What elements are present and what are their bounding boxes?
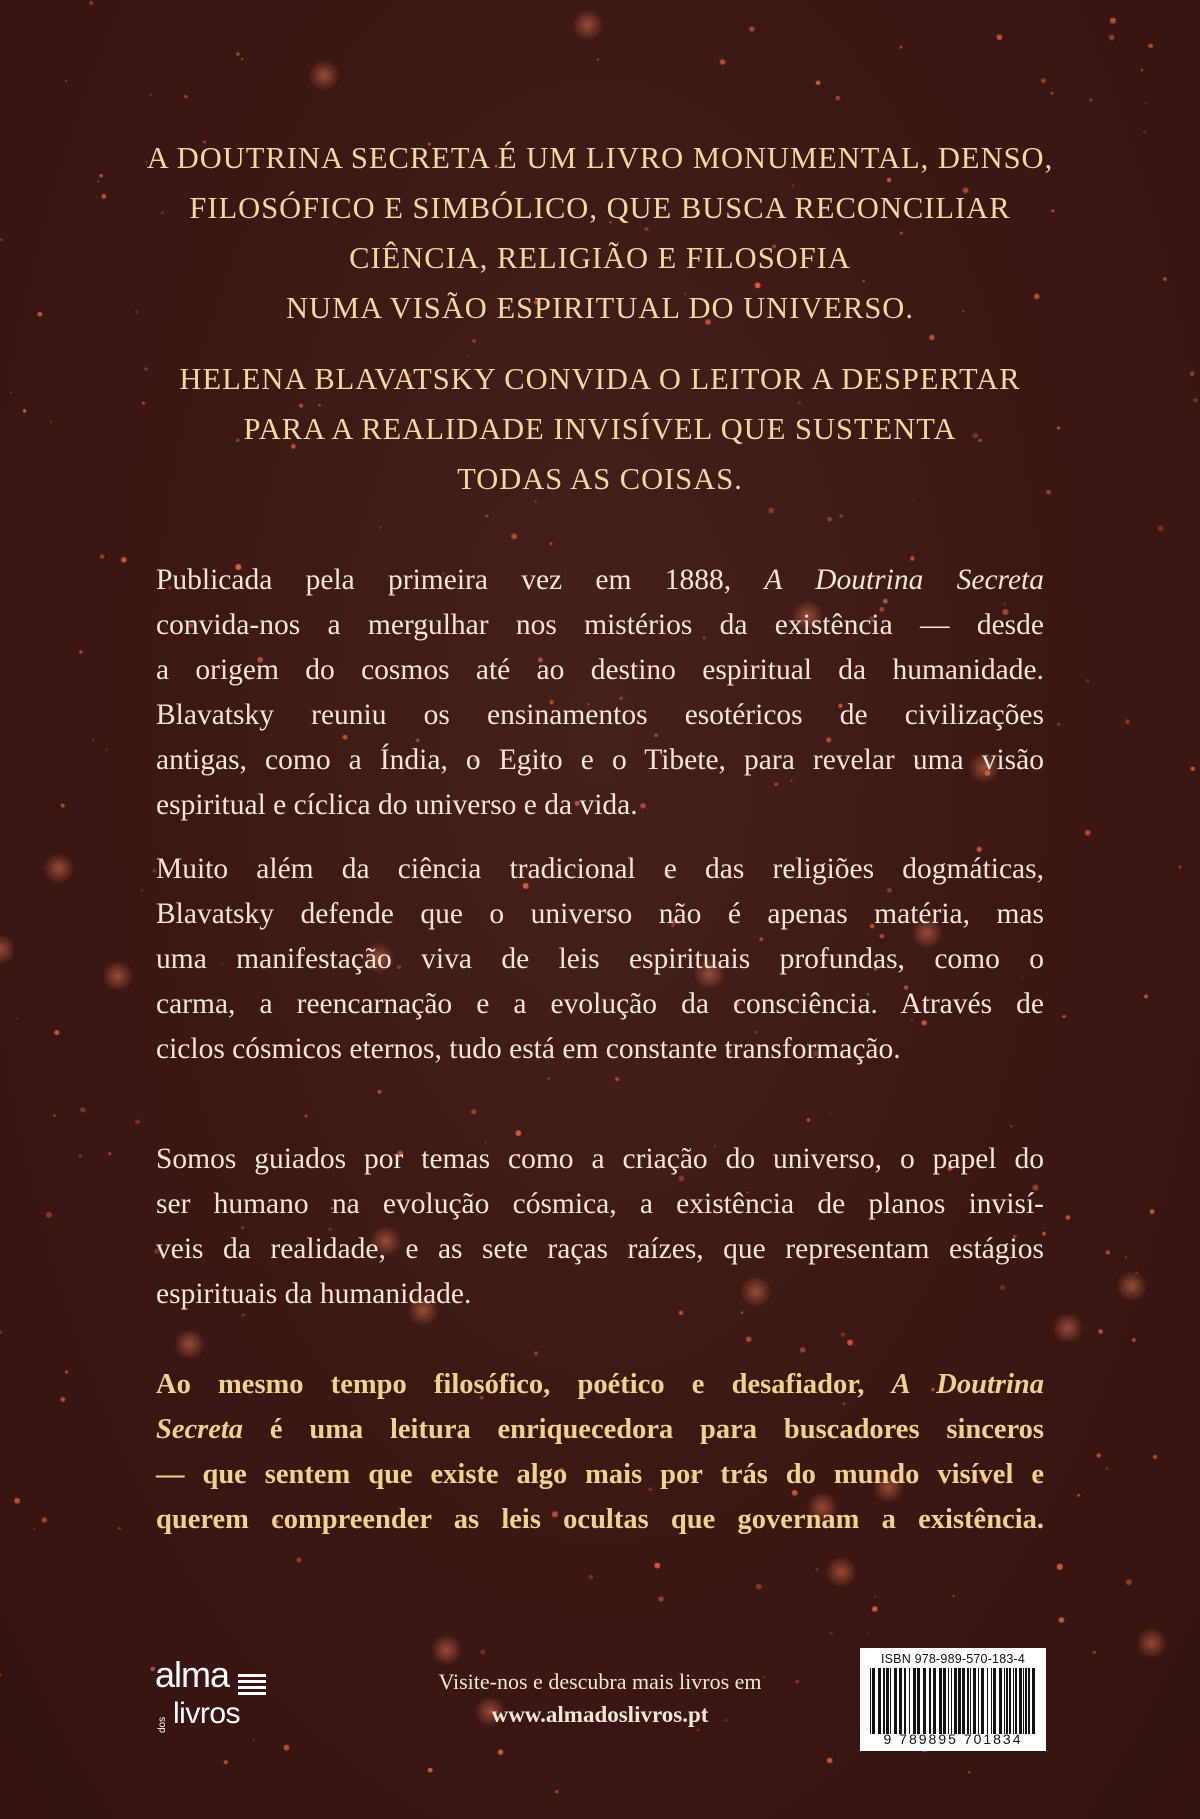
logo-word-alma: alma: [155, 1654, 230, 1695]
paragraph-publication: [156, 558, 1044, 828]
barcode-digits: 9 789895 701834: [883, 1731, 1023, 1747]
intro-block-2: [0, 354, 1200, 504]
paragraph-line: a origem do cosmos até ao destino espiritual da humanidade.: [156, 654, 1044, 686]
paragraph-line: Somos guiados por temas como a criação do universo, o papel do: [156, 1143, 1044, 1175]
intro-line: PARA A REALIDADE INVISÍVEL QUE SUSTENTA: [243, 412, 957, 446]
barcode-bars-icon: [866, 1668, 1040, 1734]
intro-line: TODAS AS COISAS.: [457, 462, 743, 496]
paragraph-themes: [156, 1137, 1044, 1317]
website-link[interactable]: www.almadoslivros.pt: [491, 1702, 709, 1727]
paragraph-line: Muito além da ciência tradicional e das religiões dogmáticas,: [156, 853, 1044, 885]
paragraph-line: uma manifestação viva de leis espirituais profundas, como o: [156, 943, 1044, 975]
paragraph-line: Blavatsky reuniu os ensinamentos esotéricos de civilizações: [156, 699, 1044, 731]
publisher-logo: [155, 1655, 275, 1735]
paragraph-line: ciclos cósmicos eternos, tudo está em constante transformação.: [156, 1033, 901, 1065]
paragraph-line: ser humano na evolução cósmica, a existência de planos invisí-: [156, 1188, 1044, 1220]
paragraph-line: convida-nos a mergulhar nos mistérios da existência — desde: [156, 609, 1044, 641]
logo-book-stack-icon: [238, 1674, 266, 1698]
paragraph-line: carma, a reencarnação e a evolução da consciência. Através de: [156, 988, 1044, 1020]
book-title-italic: A Doutrina Secreta: [764, 564, 1044, 596]
paragraph-line: espirituais da humanidade.: [156, 1278, 472, 1310]
text-run: Publicada pela primeira vez em 1888,: [156, 564, 765, 596]
text-run: Ao mesmo tempo filosófico, poético e desafiador,: [156, 1369, 892, 1400]
paragraph-line: Blavatsky defende que o universo não é apenas matéria, mas: [156, 898, 1044, 930]
publisher-visit-info: [370, 1667, 830, 1733]
book-title-italic: A Doutrina: [891, 1369, 1044, 1400]
paragraph-line: [156, 558, 1044, 603]
isbn-barcode: [860, 1648, 1046, 1751]
intro-line: FILOSÓFICO E SIMBÓLICO, QUE BUSCA RECONCILIAR: [189, 191, 1011, 225]
paragraph-line: veis da realidade, e as sete raças raízes, que representam estágios: [156, 1233, 1044, 1265]
paragraph-line: [156, 1407, 1044, 1452]
logo-word-dos: dos: [157, 1716, 168, 1733]
intro-block-1: [0, 133, 1200, 333]
book-title-italic: Secreta: [156, 1414, 244, 1445]
intro-line: HELENA BLAVATSKY CONVIDA O LEITOR A DESPERTAR: [179, 362, 1021, 396]
paragraph-line: — que sentem que existe algo mais por trás do mundo visível e: [156, 1459, 1044, 1490]
paragraph-beyond-science: [156, 847, 1044, 1072]
visit-text: Visite-nos e descubra mais livros em: [438, 1669, 762, 1694]
paragraph-highlight: [156, 1362, 1044, 1542]
paragraph-line: espiritual e cíclica do universo e da vida.: [156, 789, 638, 821]
isbn-label: ISBN 978-989-570-183-4: [880, 1652, 1026, 1666]
logo-word-livros: livros: [173, 1697, 241, 1730]
text-run: é uma leitura enriquecedora para buscadores sinceros: [243, 1414, 1044, 1445]
intro-line: A DOUTRINA SECRETA É UM LIVRO MONUMENTAL, DENSO,: [146, 141, 1054, 175]
paragraph-line: antigas, como a Índia, o Egito e o Tibete, para revelar uma visão: [156, 744, 1044, 776]
paragraph-line: [156, 1362, 1044, 1407]
paragraph-line: querem compreender as leis ocultas que governam a existência.: [156, 1504, 1044, 1535]
intro-line: NUMA VISÃO ESPIRITUAL DO UNIVERSO.: [286, 291, 914, 325]
intro-line: CIÊNCIA, RELIGIÃO E FILOSOFIA: [349, 241, 851, 275]
